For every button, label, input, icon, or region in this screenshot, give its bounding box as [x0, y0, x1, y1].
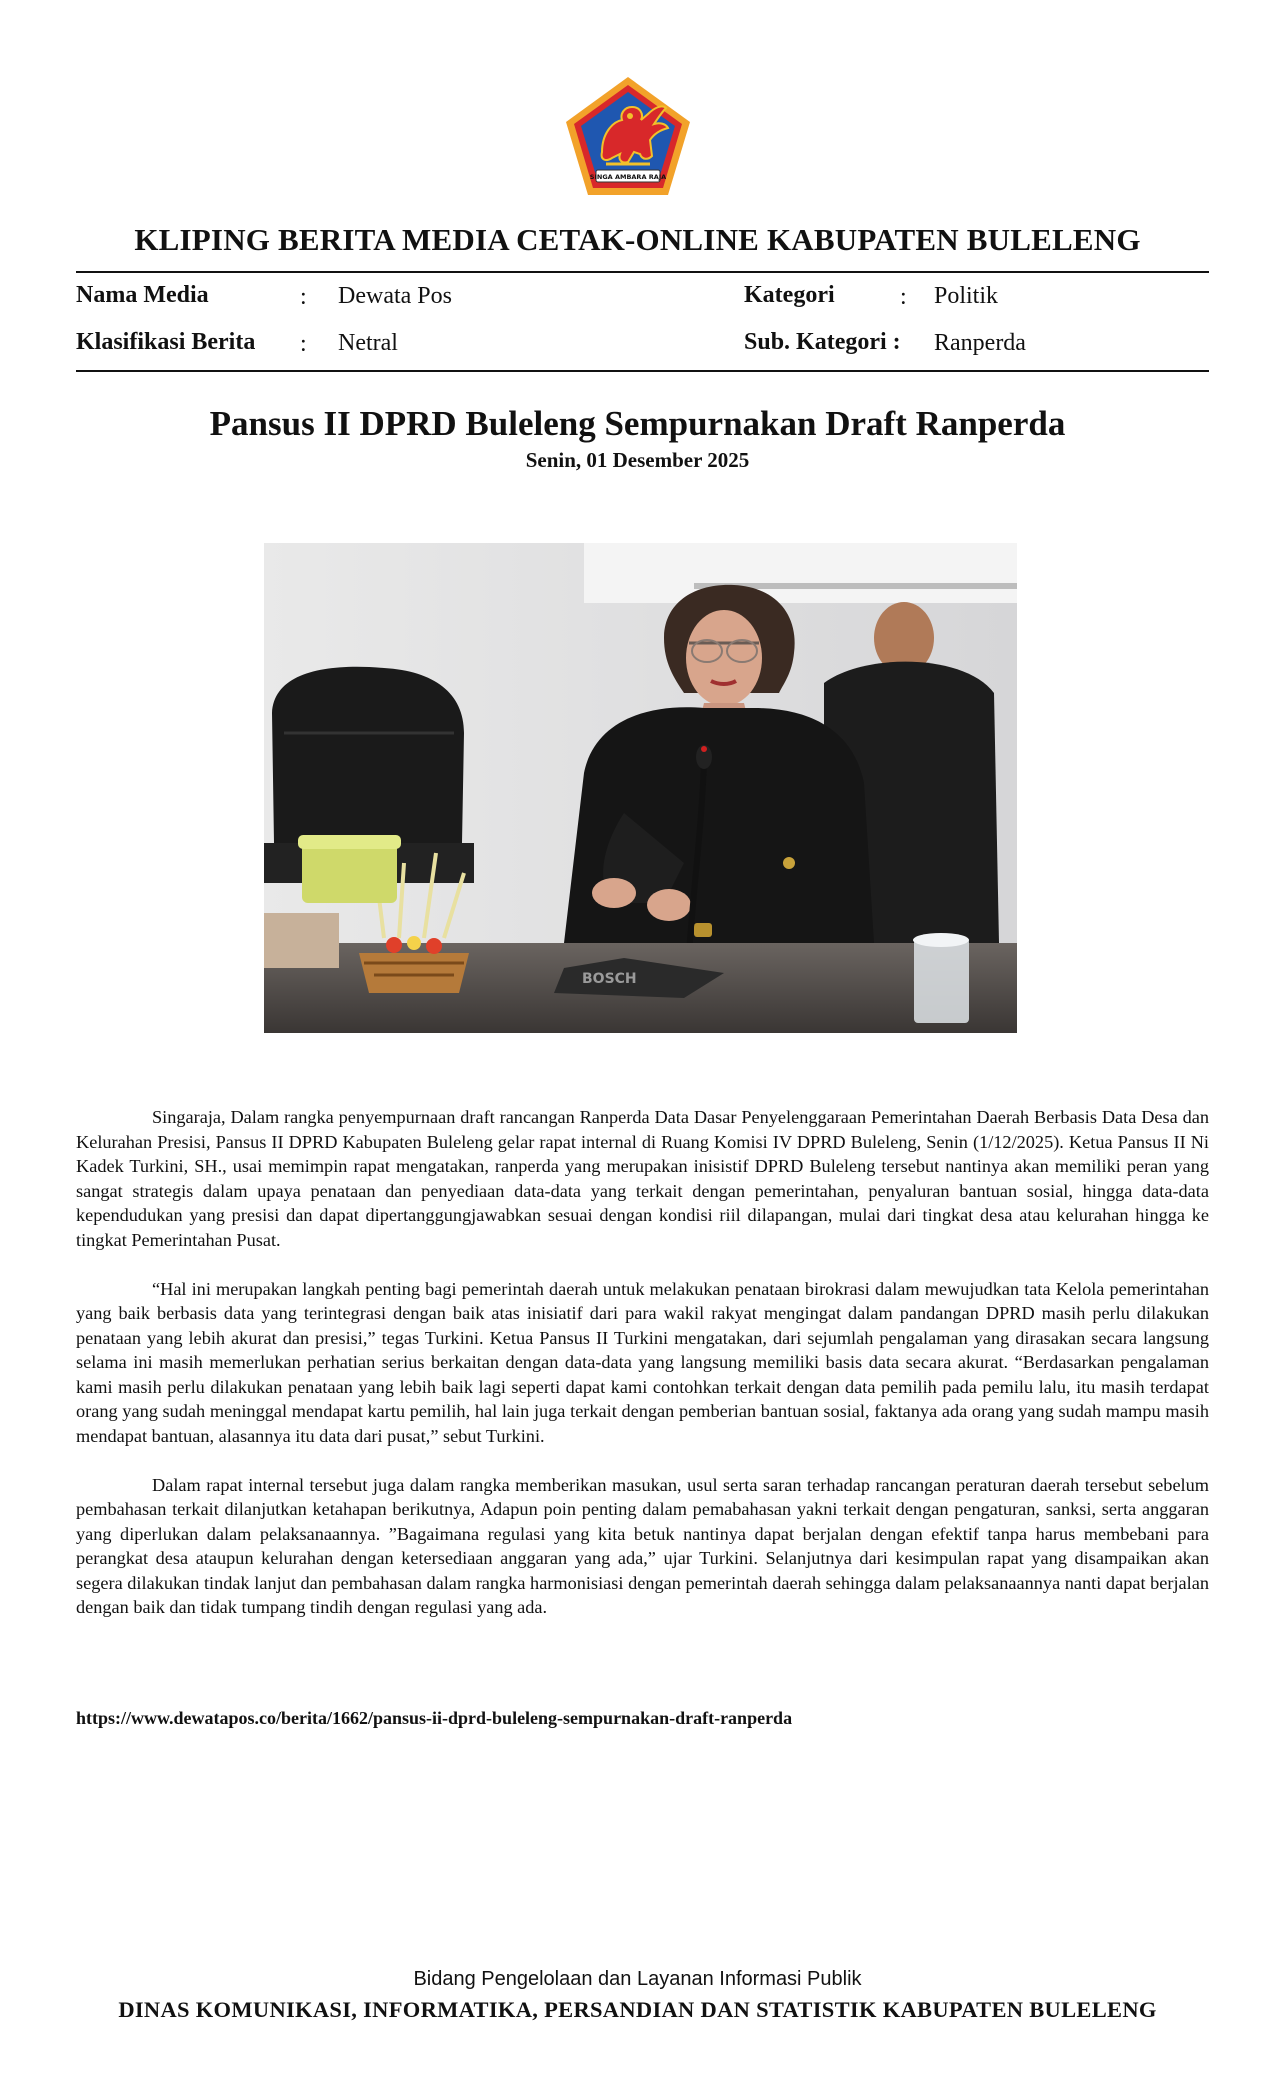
header-divider-top [76, 271, 1209, 273]
article-headline: Pansus II DPRD Buleleng Sempurnakan Draft Ranperda [209, 404, 1066, 443]
article-paragraph: Dalam rapat internal tersebut juga dalam rangka memberikan masukan, usul serta saran terhadap rancangan peraturan daerah tersebut sebelum pembahasan terkait dilanjutkan ketahapan berikutnya, Adapun poin penting dalam pemabahasan yakni terkait dengan pengaturan, sanksi, serta anggaran yang diperlukan dalam pelaksanaannya. ”Bagaimana regulasi yang kita betuk nantinya dapat berjalan dengan efektif tanpa harus membebani para perangkat desa ataupun kelurahan dengan ketersediaan anggaran yang ada,” ujar Turkini. Selanjutnya dari kesimpulan rapat yang disampaikan akan segera dilakukan tindak lanjut dan pembahasan dalam rangka harmonisiasi dengan pemerintah daerah sehingga dalam pelaksanaannya nanti dapat berjalan dengan baik dan tidak tumpang tindih dengan regulasi yang ada. [76, 1474, 1209, 1617]
media-name-value: Dewata Pos [338, 283, 452, 309]
svg-text:BOSCH: BOSCH [582, 971, 637, 987]
article-date: Senin, 01 Desember 2025 [525, 448, 750, 472]
media-name-colon: : [300, 284, 307, 310]
footer-agency: DINAS KOMUNIKASI, INFORMATIKA, PERSANDIAN DAN STATISTIK KABUPATEN BULELENG [118, 1997, 1157, 2022]
media-name-label: Nama Media [76, 282, 209, 308]
header-divider-bottom [76, 370, 1209, 372]
svg-text:SINGA AMBARA RAJA: SINGA AMBARA RAJA [589, 173, 667, 181]
news-photo [264, 543, 1017, 1033]
subcategory-value: Ranperda [934, 330, 1026, 356]
news-class-value: Netral [338, 330, 398, 356]
subcategory-label: Sub. Kategori : [744, 329, 901, 355]
article-paragraph: Singaraja, Dalam rangka penyempurnaan draft rancangan Ranperda Data Dasar Penyelenggaraan Pemerintahan Daerah Berbasis Data Desa dan Kelurahan Presisi, Pansus II DPRD Kabupaten Buleleng gelar rapat internal di Ruang Komisi IV DPRD Buleleng, Senin (1/12/2025). Ketua Pansus II Ni Kadek Turkini, SH., usai memimpin rapat mengatakan, ranperda yang merupakan inisistif DPRD Buleleng tersebut nantinya akan memiliki peran yang sangat strategis dalam upaya penataan dan penyediaan data-data yang terkait dengan pemerintahan, penyaluran bantuan sosial, hingga data-data kependudukan yang presisi dan dapat dipertanggungjawabkan sesuai dengan kondisi riil dilapangan, mulai dari tingkat desa atau kelurahan hingga ke tingkat Pemerintahan Pusat. [76, 1107, 1209, 1250]
category-label: Kategori [744, 282, 835, 308]
news-class-colon: : [300, 331, 307, 357]
article-body [76, 1105, 1209, 1644]
category-value: Politik [934, 283, 999, 309]
footer-unit: Bidang Pengelolaan dan Layanan Informasi Publik [413, 1968, 862, 1990]
document-title: KLIPING BERITA MEDIA CETAK-ONLINE KABUPATEN BULELENG [134, 222, 1141, 257]
article-paragraph: “Hal ini merupakan langkah penting bagi pemerintah daerah untuk melakukan penataan birokrasi dalam mewujudkan tata Kelola pemerintahan yang baik berbasis data yang terintegrasi dengan baik atas inisiatif dari para wakil rakyat mengingat dalam pandangan DPRD masih perlu dilakukan penataan yang lebih akurat dan presisi,” tegas Turkini. Ketua Pansus II Turkini mengatakan, dari sejumlah pengalaman yang dirasakan secara langsung selama ini masih memerlukan perhatian serius berkaitan dengan data-data yang langsung memiliki basis data secara akurat. “Berdasarkan pengalaman kami masih perlu dilakukan penataan yang lebih baik lagi seperti dapat kami contohkan terkait dengan data pemilih pada pemilu lalu, itu masih terdapat orang yang sudah meninggal mendapat kartu pemilih, hal lain juga terkait dengan pemberian bantuan sosial, faktanya ada orang yang sudah mampu masih mendapat bantuan, alasannya itu data dari pusat,” sebut Turkini. [76, 1278, 1209, 1446]
category-colon: : [900, 284, 907, 310]
news-class-label: Klasifikasi Berita [76, 329, 256, 355]
source-link[interactable]: https://www.dewatapos.co/berita/1662/pansus-ii-dprd-buleleng-sempurnakan-draft-ranperda [76, 1708, 793, 1728]
singa-ambara-raja-logo [562, 74, 694, 198]
